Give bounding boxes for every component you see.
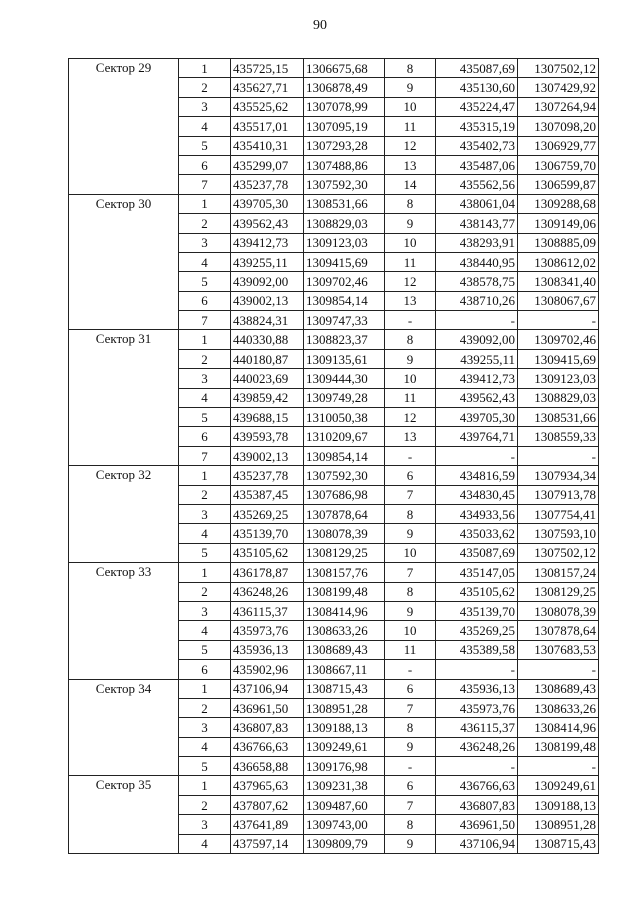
x-coordinate: 436178,87 <box>231 563 304 582</box>
point-number: 9 <box>385 349 436 368</box>
point-number: 1 <box>179 330 231 349</box>
y-coordinate: 1309415,69 <box>518 349 599 368</box>
point-number: 6 <box>385 466 436 485</box>
y-coordinate: 1309288,68 <box>518 194 599 213</box>
y-coordinate: 1307878,64 <box>518 621 599 640</box>
point-number: 11 <box>385 117 436 136</box>
y-coordinate: 1309415,69 <box>304 252 385 271</box>
point-number: 7 <box>179 446 231 465</box>
point-number: 9 <box>385 214 436 233</box>
x-coordinate: 439764,71 <box>436 427 518 446</box>
x-coordinate: 434816,59 <box>436 466 518 485</box>
x-coordinate: 435562,56 <box>436 175 518 194</box>
y-coordinate: - <box>518 660 599 679</box>
point-number: 3 <box>179 601 231 620</box>
point-number: 11 <box>385 640 436 659</box>
x-coordinate: 435130,60 <box>436 78 518 97</box>
x-coordinate: 435224,47 <box>436 97 518 116</box>
y-coordinate: 1308531,66 <box>304 194 385 213</box>
point-number: 13 <box>385 427 436 446</box>
x-coordinate: 435237,78 <box>231 466 304 485</box>
point-number: - <box>385 446 436 465</box>
point-number: 9 <box>385 737 436 756</box>
y-coordinate: 1309487,60 <box>304 795 385 814</box>
x-coordinate: 438440,95 <box>436 252 518 271</box>
y-coordinate: 1308414,96 <box>518 718 599 737</box>
y-coordinate: 1307592,30 <box>304 466 385 485</box>
point-number: 8 <box>385 504 436 523</box>
y-coordinate: 1306929,77 <box>518 136 599 155</box>
x-coordinate: 439688,15 <box>231 408 304 427</box>
sector-name: Сектор 32 <box>69 466 179 563</box>
point-number: 5 <box>179 543 231 562</box>
point-number: 12 <box>385 408 436 427</box>
x-coordinate: 439255,11 <box>436 349 518 368</box>
table-row <box>69 59 599 78</box>
point-number: - <box>385 311 436 330</box>
point-number: 3 <box>179 97 231 116</box>
y-coordinate: 1309702,46 <box>304 272 385 291</box>
x-coordinate: 439562,43 <box>436 388 518 407</box>
x-coordinate: 438824,31 <box>231 311 304 330</box>
y-coordinate: 1308129,25 <box>304 543 385 562</box>
point-number: 5 <box>179 272 231 291</box>
point-number: 9 <box>385 834 436 853</box>
point-number: 4 <box>179 737 231 756</box>
table-row <box>69 563 599 582</box>
y-coordinate: 1310209,67 <box>304 427 385 446</box>
point-number: 8 <box>385 582 436 601</box>
x-coordinate: 436248,26 <box>436 737 518 756</box>
y-coordinate: 1310050,38 <box>304 408 385 427</box>
point-number: 10 <box>385 621 436 640</box>
sector-name: Сектор 29 <box>69 59 179 195</box>
point-number: - <box>385 757 436 776</box>
y-coordinate: 1307913,78 <box>518 485 599 504</box>
point-number: 2 <box>179 582 231 601</box>
y-coordinate: 1308951,28 <box>304 698 385 717</box>
table-row <box>69 776 599 795</box>
x-coordinate: 435627,71 <box>231 78 304 97</box>
point-number: 8 <box>385 718 436 737</box>
x-coordinate: 440023,69 <box>231 369 304 388</box>
point-number: 7 <box>385 698 436 717</box>
y-coordinate: 1308829,03 <box>304 214 385 233</box>
x-coordinate: 439255,11 <box>231 252 304 271</box>
point-number: 4 <box>179 524 231 543</box>
point-number: 4 <box>179 388 231 407</box>
y-coordinate: 1308885,09 <box>518 233 599 252</box>
y-coordinate: 1309444,30 <box>304 369 385 388</box>
y-coordinate: 1307502,12 <box>518 543 599 562</box>
y-coordinate: 1307293,28 <box>304 136 385 155</box>
x-coordinate: 439859,42 <box>231 388 304 407</box>
point-number: 3 <box>179 233 231 252</box>
sector-name: Сектор 33 <box>69 563 179 679</box>
sector-name: Сектор 35 <box>69 776 179 854</box>
y-coordinate: 1307934,34 <box>518 466 599 485</box>
point-number: 9 <box>385 601 436 620</box>
page-number: 90 <box>313 18 327 33</box>
point-number: 9 <box>385 78 436 97</box>
x-coordinate: 439002,13 <box>231 446 304 465</box>
y-coordinate: 1307593,10 <box>518 524 599 543</box>
point-number: 13 <box>385 291 436 310</box>
y-coordinate: 1308823,37 <box>304 330 385 349</box>
y-coordinate: 1308157,24 <box>518 563 599 582</box>
y-coordinate: 1308715,43 <box>304 679 385 698</box>
y-coordinate: 1308667,11 <box>304 660 385 679</box>
point-number: 1 <box>179 679 231 698</box>
y-coordinate: 1308633,26 <box>304 621 385 640</box>
point-number: 6 <box>179 291 231 310</box>
x-coordinate: 435105,62 <box>231 543 304 562</box>
y-coordinate: 1308633,26 <box>518 698 599 717</box>
x-coordinate: 435105,62 <box>436 582 518 601</box>
y-coordinate: 1307683,53 <box>518 640 599 659</box>
x-coordinate: 435487,06 <box>436 155 518 174</box>
point-number: 7 <box>385 795 436 814</box>
y-coordinate: 1309743,00 <box>304 815 385 834</box>
x-coordinate: 438061,04 <box>436 194 518 213</box>
point-number: 7 <box>385 563 436 582</box>
y-coordinate: 1308199,48 <box>518 737 599 756</box>
y-coordinate: 1307264,94 <box>518 97 599 116</box>
x-coordinate: - <box>436 660 518 679</box>
y-coordinate: 1306675,68 <box>304 59 385 78</box>
x-coordinate: 436961,50 <box>231 698 304 717</box>
y-coordinate: 1308829,03 <box>518 388 599 407</box>
y-coordinate: 1309176,98 <box>304 757 385 776</box>
y-coordinate: 1309854,14 <box>304 446 385 465</box>
y-coordinate: 1307429,92 <box>518 78 599 97</box>
y-coordinate: 1308157,76 <box>304 563 385 582</box>
point-number: 5 <box>179 136 231 155</box>
y-coordinate: 1308715,43 <box>518 834 599 853</box>
x-coordinate: 436807,83 <box>231 718 304 737</box>
x-coordinate: 436807,83 <box>436 795 518 814</box>
point-number: 8 <box>385 815 436 834</box>
point-number: 10 <box>385 369 436 388</box>
y-coordinate: 1308612,02 <box>518 252 599 271</box>
table-row <box>69 330 599 349</box>
point-number: 2 <box>179 698 231 717</box>
x-coordinate: - <box>436 446 518 465</box>
x-coordinate: 439705,30 <box>436 408 518 427</box>
x-coordinate: 435269,25 <box>436 621 518 640</box>
point-number: 3 <box>179 718 231 737</box>
y-coordinate: 1307098,20 <box>518 117 599 136</box>
point-number: 7 <box>385 485 436 504</box>
x-coordinate: 439092,00 <box>231 272 304 291</box>
x-coordinate: 435517,01 <box>231 117 304 136</box>
point-number: 5 <box>179 757 231 776</box>
x-coordinate: 435936,13 <box>436 679 518 698</box>
y-coordinate: 1308078,39 <box>304 524 385 543</box>
point-number: 6 <box>179 427 231 446</box>
x-coordinate: 436766,63 <box>231 737 304 756</box>
y-coordinate: 1309854,14 <box>304 291 385 310</box>
x-coordinate: 436766,63 <box>436 776 518 795</box>
point-number: 2 <box>179 78 231 97</box>
x-coordinate: 440330,88 <box>231 330 304 349</box>
y-coordinate: 1308531,66 <box>518 408 599 427</box>
point-number: 8 <box>385 59 436 78</box>
x-coordinate: 438710,26 <box>436 291 518 310</box>
x-coordinate: 435139,70 <box>436 601 518 620</box>
x-coordinate: 437597,14 <box>231 834 304 853</box>
point-number: 4 <box>179 621 231 640</box>
x-coordinate: 434830,45 <box>436 485 518 504</box>
x-coordinate: 435402,73 <box>436 136 518 155</box>
point-number: 8 <box>385 194 436 213</box>
point-number: 6 <box>179 155 231 174</box>
x-coordinate: 437641,89 <box>231 815 304 834</box>
point-number: 5 <box>179 640 231 659</box>
y-coordinate: - <box>518 311 599 330</box>
y-coordinate: - <box>518 757 599 776</box>
point-number: 3 <box>179 369 231 388</box>
x-coordinate: 435139,70 <box>231 524 304 543</box>
y-coordinate: 1309188,13 <box>518 795 599 814</box>
x-coordinate: 438143,77 <box>436 214 518 233</box>
sector-name: Сектор 34 <box>69 679 179 776</box>
x-coordinate: 435936,13 <box>231 640 304 659</box>
y-coordinate: 1309749,28 <box>304 388 385 407</box>
y-coordinate: 1308129,25 <box>518 582 599 601</box>
y-coordinate: 1309188,13 <box>304 718 385 737</box>
y-coordinate: 1307502,12 <box>518 59 599 78</box>
point-number: 2 <box>179 795 231 814</box>
x-coordinate: 439593,78 <box>231 427 304 446</box>
x-coordinate: 439412,73 <box>231 233 304 252</box>
point-number: 1 <box>179 59 231 78</box>
x-coordinate: 435237,78 <box>231 175 304 194</box>
point-number: 2 <box>179 485 231 504</box>
x-coordinate: 437106,94 <box>231 679 304 698</box>
x-coordinate: 434933,56 <box>436 504 518 523</box>
y-coordinate: 1309149,06 <box>518 214 599 233</box>
sector-name: Сектор 31 <box>69 330 179 466</box>
x-coordinate: 436248,26 <box>231 582 304 601</box>
y-coordinate: 1309249,61 <box>518 776 599 795</box>
x-coordinate: 435410,31 <box>231 136 304 155</box>
point-number: 10 <box>385 233 436 252</box>
point-number: 2 <box>179 349 231 368</box>
x-coordinate: 439092,00 <box>436 330 518 349</box>
x-coordinate: 435315,19 <box>436 117 518 136</box>
x-coordinate: 435387,45 <box>231 485 304 504</box>
x-coordinate: 435902,96 <box>231 660 304 679</box>
y-coordinate: 1307686,98 <box>304 485 385 504</box>
x-coordinate: 437106,94 <box>436 834 518 853</box>
x-coordinate: 435525,62 <box>231 97 304 116</box>
table-row <box>69 679 599 698</box>
point-number: 1 <box>179 466 231 485</box>
point-number: 6 <box>385 776 436 795</box>
y-coordinate: 1308199,48 <box>304 582 385 601</box>
x-coordinate: 436961,50 <box>436 815 518 834</box>
x-coordinate: 435973,76 <box>436 698 518 717</box>
x-coordinate: 435389,58 <box>436 640 518 659</box>
point-number: 6 <box>385 679 436 698</box>
x-coordinate: 439705,30 <box>231 194 304 213</box>
point-number: 6 <box>179 660 231 679</box>
y-coordinate: 1306878,49 <box>304 78 385 97</box>
point-number: 4 <box>179 834 231 853</box>
x-coordinate: 440180,87 <box>231 349 304 368</box>
x-coordinate: 435725,15 <box>231 59 304 78</box>
x-coordinate: 435973,76 <box>231 621 304 640</box>
point-number: 7 <box>179 311 231 330</box>
y-coordinate: 1309123,03 <box>518 369 599 388</box>
table-row <box>69 194 599 213</box>
point-number: 12 <box>385 136 436 155</box>
point-number: 1 <box>179 563 231 582</box>
y-coordinate: 1307754,41 <box>518 504 599 523</box>
coordinates-table <box>68 58 599 854</box>
x-coordinate: 436658,88 <box>231 757 304 776</box>
y-coordinate: 1306599,87 <box>518 175 599 194</box>
y-coordinate: 1307095,19 <box>304 117 385 136</box>
point-number: 4 <box>179 117 231 136</box>
point-number: 14 <box>385 175 436 194</box>
point-number: 12 <box>385 272 436 291</box>
point-number: 3 <box>179 504 231 523</box>
y-coordinate: 1308341,40 <box>518 272 599 291</box>
y-coordinate: 1306759,70 <box>518 155 599 174</box>
point-number: - <box>385 660 436 679</box>
point-number: 10 <box>385 97 436 116</box>
x-coordinate: 439002,13 <box>231 291 304 310</box>
sector-name: Сектор 30 <box>69 194 179 330</box>
y-coordinate: 1309231,38 <box>304 776 385 795</box>
x-coordinate: 435147,05 <box>436 563 518 582</box>
point-number: 13 <box>385 155 436 174</box>
point-number: 10 <box>385 543 436 562</box>
point-number: 5 <box>179 408 231 427</box>
y-coordinate: 1309249,61 <box>304 737 385 756</box>
y-coordinate: 1307078,99 <box>304 97 385 116</box>
x-coordinate: 438578,75 <box>436 272 518 291</box>
x-coordinate: - <box>436 757 518 776</box>
point-number: 8 <box>385 330 436 349</box>
x-coordinate: 436115,37 <box>231 601 304 620</box>
y-coordinate: 1309747,33 <box>304 311 385 330</box>
y-coordinate: 1308078,39 <box>518 601 599 620</box>
x-coordinate: 439412,73 <box>436 369 518 388</box>
x-coordinate: 439562,43 <box>231 214 304 233</box>
y-coordinate: 1308951,28 <box>518 815 599 834</box>
y-coordinate: 1308067,67 <box>518 291 599 310</box>
x-coordinate: 435033,62 <box>436 524 518 543</box>
y-coordinate: 1307592,30 <box>304 175 385 194</box>
y-coordinate: 1309123,03 <box>304 233 385 252</box>
y-coordinate: - <box>518 446 599 465</box>
y-coordinate: 1308689,43 <box>518 679 599 698</box>
x-coordinate: 436115,37 <box>436 718 518 737</box>
x-coordinate: 437807,62 <box>231 795 304 814</box>
y-coordinate: 1309135,61 <box>304 349 385 368</box>
y-coordinate: 1308689,43 <box>304 640 385 659</box>
y-coordinate: 1309809,79 <box>304 834 385 853</box>
point-number: 1 <box>179 194 231 213</box>
point-number: 2 <box>179 214 231 233</box>
point-number: 9 <box>385 524 436 543</box>
y-coordinate: 1308559,33 <box>518 427 599 446</box>
point-number: 11 <box>385 388 436 407</box>
x-coordinate: 435299,07 <box>231 155 304 174</box>
x-coordinate: 435087,69 <box>436 59 518 78</box>
y-coordinate: 1308414,96 <box>304 601 385 620</box>
point-number: 11 <box>385 252 436 271</box>
y-coordinate: 1307878,64 <box>304 504 385 523</box>
x-coordinate: 437965,63 <box>231 776 304 795</box>
table-row <box>69 466 599 485</box>
point-number: 3 <box>179 815 231 834</box>
x-coordinate: 435269,25 <box>231 504 304 523</box>
point-number: 4 <box>179 252 231 271</box>
point-number: 1 <box>179 776 231 795</box>
y-coordinate: 1307488,86 <box>304 155 385 174</box>
y-coordinate: 1309702,46 <box>518 330 599 349</box>
x-coordinate: - <box>436 311 518 330</box>
x-coordinate: 435087,69 <box>436 543 518 562</box>
point-number: 7 <box>179 175 231 194</box>
x-coordinate: 438293,91 <box>436 233 518 252</box>
